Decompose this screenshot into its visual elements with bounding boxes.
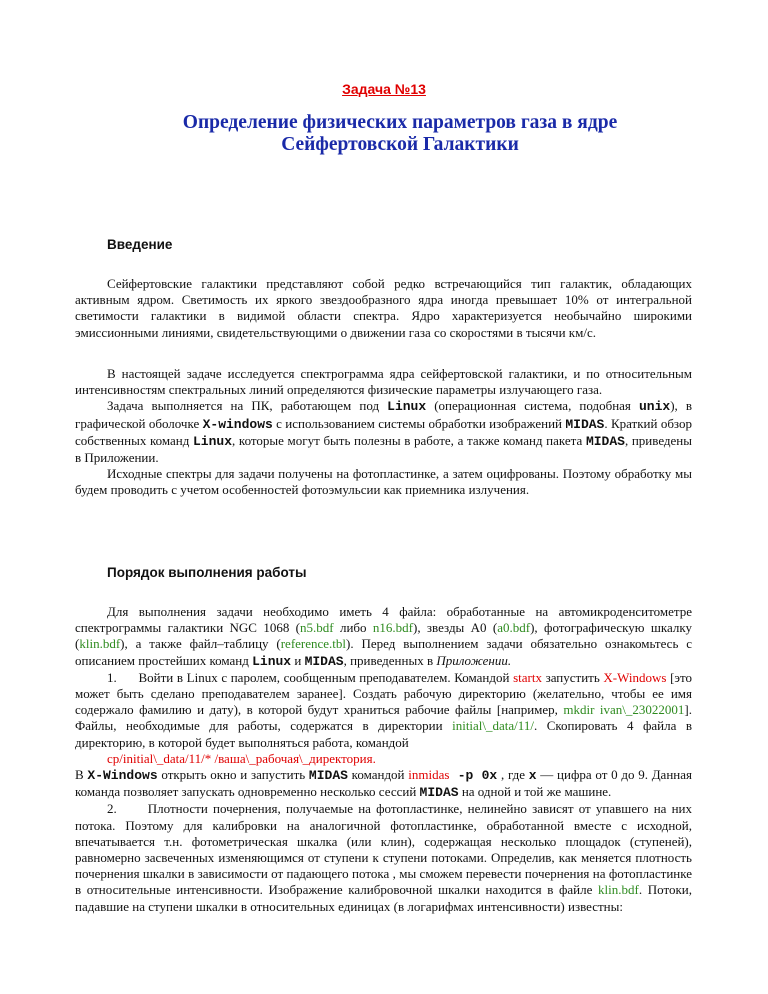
file-link-n5[interactable]: n5.bdf: [300, 620, 334, 636]
startx-command: startx: [513, 669, 542, 685]
appendix-reference: Приложении.: [436, 652, 512, 668]
x-variable: x: [528, 768, 537, 784]
linux-term: Linux: [387, 399, 427, 415]
title-line-1: Определение физических параметров газа в ядре: [182, 112, 618, 133]
section-heading-intro: Введение: [107, 237, 173, 252]
xwindows-term: X-windows: [202, 416, 273, 432]
file-link-klin[interactable]: klin.bdf: [598, 882, 639, 898]
page-title: [140, 112, 660, 156]
file-link-a0[interactable]: a0.bdf: [497, 620, 531, 636]
step-1-continued: В X-Windows открыть окно и запустить MIDAS командой inmidas -p 0x , где x — цифра от 0 до 9. Данная команда позволяет запускать одновременно несколько сессий MIDAS на одной и той же машине.: [75, 767, 692, 801]
midas-term: MIDAS: [304, 653, 344, 669]
step-1-number: 1.: [107, 669, 117, 685]
midas-term: MIDAS: [565, 416, 605, 432]
step-2: 2. Плотности почернения, получаемые на фотопластинке, нелинейно зависят от упавшего на них потока. Поэтому для калибровки на аналогичной фотопластинке, обработанной вместе с исходной, впечатывается т.н. фотометрическая шкалка (или клин), содержащая несколько площадок (ступеней), равномерно засвеченных изменяющимся от ступени к ступени потоками. Определив, как меняется плотность почернения шкалки в зависимости от падающего потока , мы сможем перевести почернения на фотопластинке в относительные интенсивности. Изображение калибровочной шкалки находится в файле klin.bdf. Потоки, падавшие на ступени шкалки в относительных единицах (в логарифмах интенсивности) известны:: [75, 801, 692, 914]
mkdir-command: mkdir ivan\_23022001: [563, 702, 685, 718]
file-link-reference[interactable]: reference.tbl: [280, 636, 347, 652]
xwindows-term: X-Windows: [87, 768, 158, 784]
intro-paragraph-2: В настоящей задаче исследуется спектрограмма ядра сейфертовской галактики, и по относительным интенсивностям спектральных линий определяются физические параметры излучающего газа.: [75, 366, 692, 398]
task-number-title: Задача №13: [342, 81, 426, 97]
procedure-paragraph-1: Для выполнения задачи необходимо иметь 4 файла: обработанные на автомикроденситометре спектрограммы галактики NGC 1068 (n5.bdf либо n16.bdf), звезды A0 (a0.bdf), фотографическую шкалку (klin.bdf), а также файл–таблицу (reference.tbl). Перед выполнением задачи обязательно ознакомьтесь с описанием простейших команд Linux и MIDAS, приведенных в Приложении.: [75, 604, 693, 669]
file-link-n16[interactable]: n16.bdf: [372, 620, 413, 636]
file-link-klin[interactable]: klin.bdf: [79, 636, 121, 652]
midas-term: MIDAS: [585, 433, 625, 449]
linux-term: Linux: [252, 653, 292, 669]
inmidas-option: -p 0x: [449, 768, 498, 784]
linux-term: Linux: [193, 433, 233, 449]
intro-paragraph-3: Задача выполняется на ПК, работающем под Linux (операционная система, подобная unix), в графической оболочке X-windows с использованием системы обработки изображений MIDAS. Краткий обзор собственных команд Linux, которые могут быть полезны в работе, а также команд пакета MIDAS, приведены в Приложении.: [75, 398, 693, 466]
section-heading-procedure: Порядок выполнения работы: [107, 565, 307, 580]
unix-term: unix: [639, 399, 671, 415]
intro-section-2: [75, 366, 692, 499]
inmidas-command: inmidas: [408, 767, 450, 783]
procedure-section: [75, 604, 692, 915]
xwindows-red: X-Windows: [603, 669, 667, 685]
step-2-number: 2.: [107, 801, 117, 817]
title-line-2: Сейфертовской Галактики: [281, 134, 519, 155]
copy-command: cp/initial\_data/11/* /ваша\_рабочая\_директория.: [107, 750, 376, 766]
step-1: 1. Войти в Linux с паролем, сообщенным преподавателем. Командой startx запустить X-Windows [это может быть сделано преподавателем заранее]. Создать рабочую директорию (желательно, чтобы ее имя содержало фамилию и дату), в которой будут храниться рабочие файлы [например, mkdir ivan\_23022001]. Файлы, необходимые для работы, содержатся в директории initial\_data/11/. Скопировать 4 файла в директорию, в которой будет выполняться работа, командой: [75, 669, 693, 750]
intro-section: [75, 276, 692, 341]
initial-directory: initial\_data/11/: [452, 718, 534, 734]
copy-command-line: [75, 751, 692, 767]
intro-paragraph-4: Исходные спектры для задачи получены на фотопластинке, а затем оцифрованы. Поэтому обработку мы будем проводить с учетом особенностей фотоэмульсии как приемника излучения.: [75, 466, 692, 498]
midas-term: MIDAS: [308, 768, 348, 784]
intro-paragraph-1: Сейфертовские галактики представляют собой редко встречающийся тип галактик, обладающих активным ядром. Светимость их яркого звездообразного ядра иногда превышает 10% от интегральной светимости галактики в видимой области спектра. Ядро характеризуется необычайно широкими эмиссионными линиями, свидетельствующими о движении газа со скоростями в тысячи км/с.: [75, 276, 692, 340]
midas-term: MIDAS: [419, 785, 459, 801]
